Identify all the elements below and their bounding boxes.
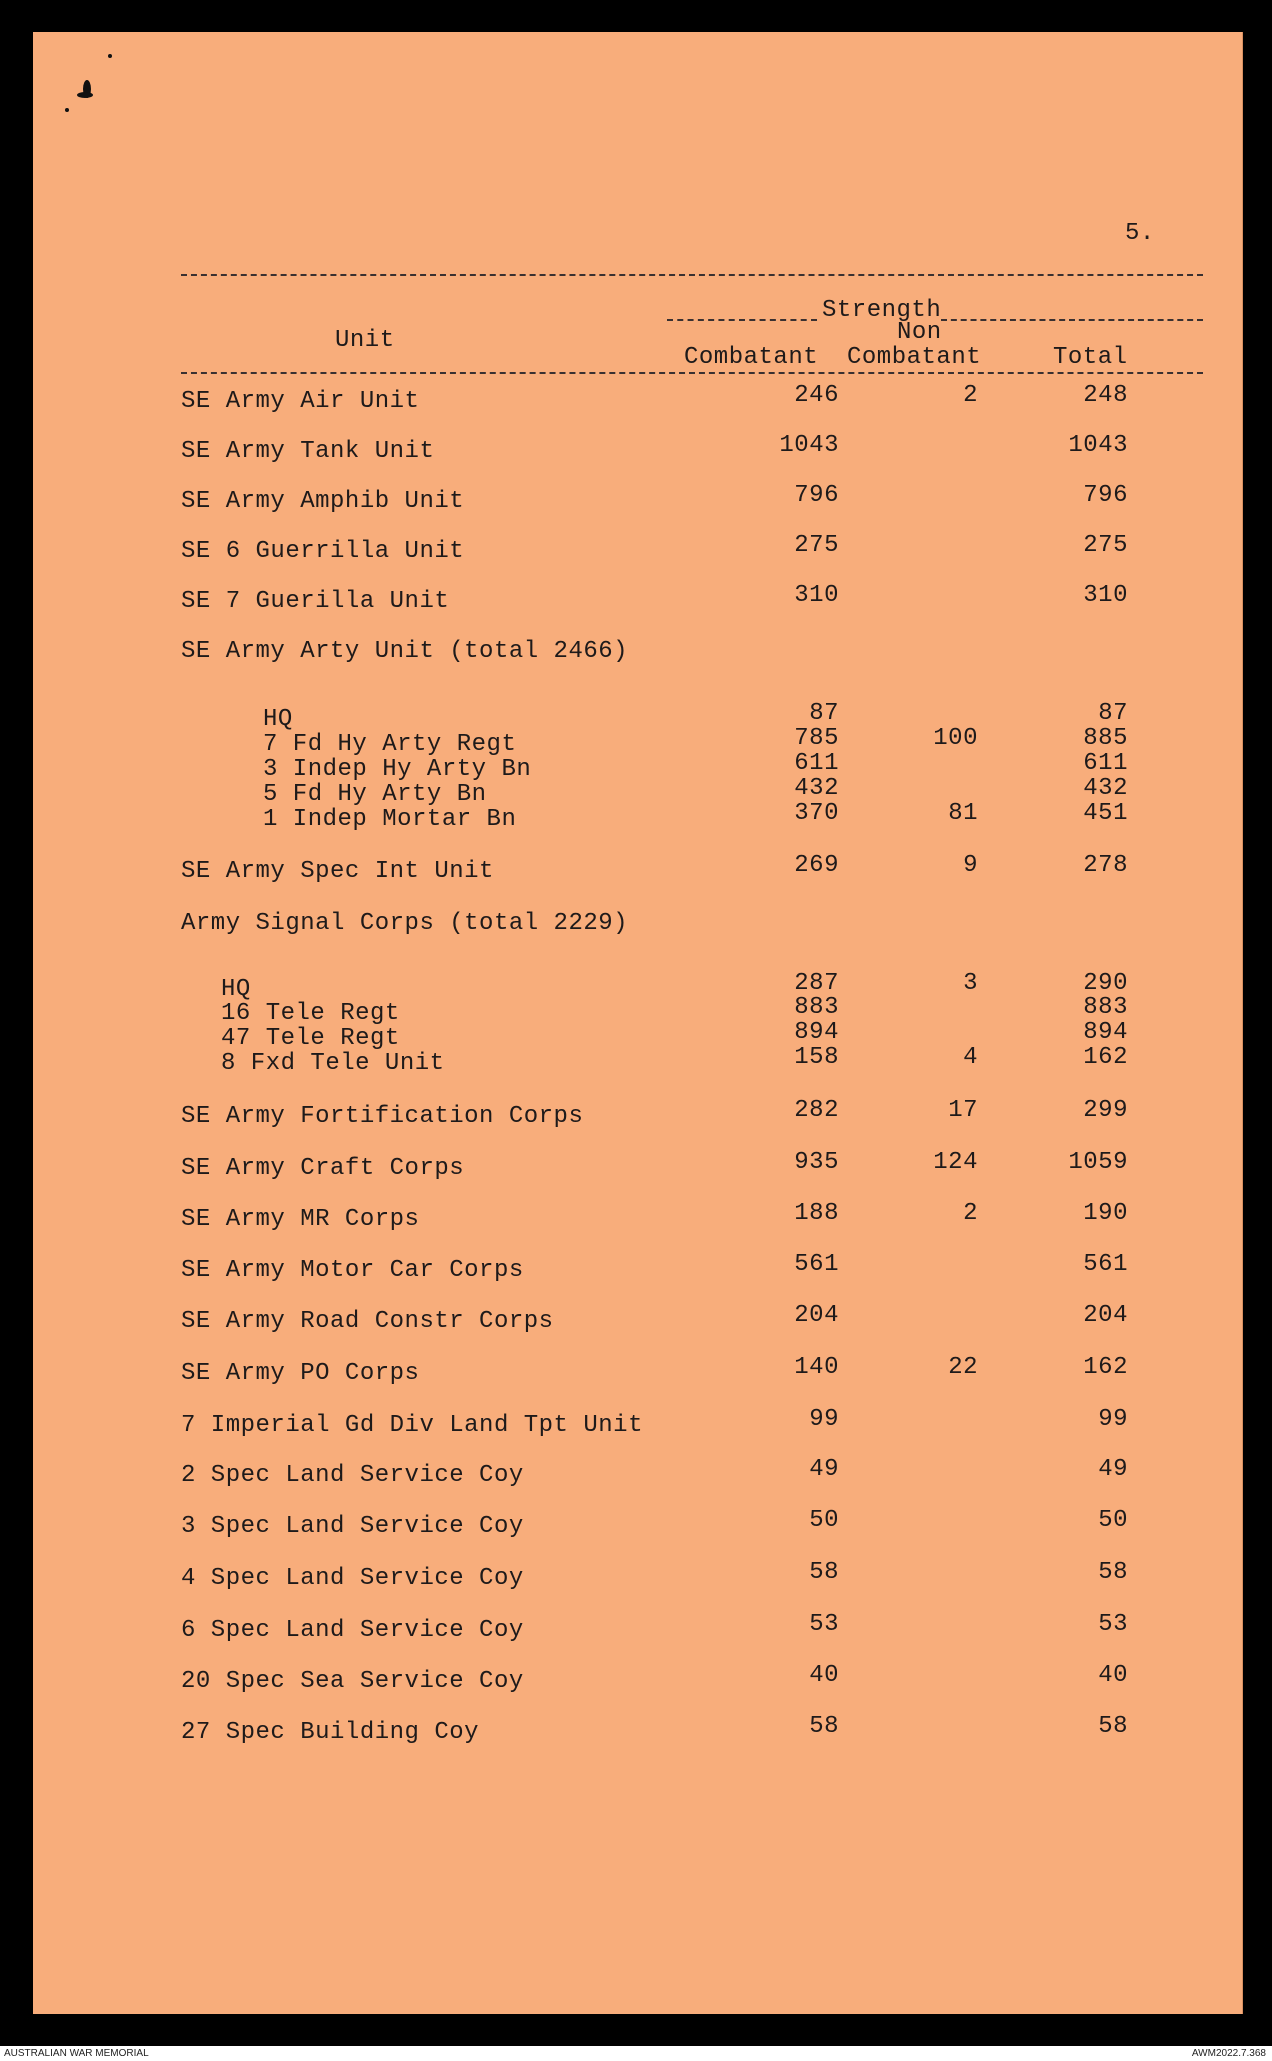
total-cell: 58 [1098, 1559, 1128, 1586]
footer-bar [0, 2046, 1272, 2061]
footer-left: AUSTRALIAN WAR MEMORIAL [4, 2048, 149, 2059]
combatant-cell: 785 [794, 725, 839, 752]
non-combatant-cell: 17 [948, 1097, 978, 1124]
unit-cell: 3 Spec Land Service Coy [181, 1513, 524, 1540]
combatant-cell: 40 [809, 1662, 839, 1689]
total-cell: 50 [1098, 1507, 1128, 1534]
top-rule [181, 274, 1203, 276]
combatant-cell: 49 [809, 1456, 839, 1483]
combatant-cell: 935 [794, 1149, 839, 1176]
total-cell: 310 [1083, 582, 1128, 609]
combatant-cell: 310 [794, 582, 839, 609]
combatant-cell: 282 [794, 1097, 839, 1124]
unit-cell: 27 Spec Building Coy [181, 1719, 480, 1746]
non-combatant-cell: 124 [933, 1149, 978, 1176]
combatant-cell: 53 [809, 1611, 839, 1638]
total-cell: 432 [1083, 775, 1128, 802]
combatant-cell: 140 [794, 1354, 839, 1381]
footer-right: AWM2022.7.368 [1191, 2048, 1266, 2059]
unit-cell: SE Army Amphib Unit [181, 488, 465, 515]
strength-header: Strength [822, 297, 942, 324]
total-header: Total [1053, 344, 1128, 371]
unit-cell: 2 Spec Land Service Coy [181, 1462, 524, 1489]
unit-cell: 3 Indep Hy Arty Bn [263, 756, 532, 783]
total-cell: 190 [1083, 1200, 1128, 1227]
unit-cell: 6 Spec Land Service Coy [181, 1617, 524, 1644]
total-cell: 162 [1083, 1044, 1128, 1071]
combatant-cell: 58 [809, 1713, 839, 1740]
unit-cell: 16 Tele Regt [221, 1000, 400, 1027]
combatant-cell: 58 [809, 1559, 839, 1586]
combatant-cell: 269 [794, 852, 839, 879]
unit-cell: SE Army Road Constr Corps [181, 1308, 554, 1335]
non-combatant-cell: 2 [963, 382, 978, 409]
unit-cell: SE Army Arty Unit (total 2466) [181, 638, 629, 665]
non-combatant-cell: 100 [933, 725, 978, 752]
unit-cell: 7 Imperial Gd Div Land Tpt Unit [181, 1412, 643, 1439]
non-combatant-cell: 22 [948, 1354, 978, 1381]
unit-cell: 5 Fd Hy Arty Bn [263, 781, 487, 808]
unit-cell: SE 7 Guerilla Unit [181, 588, 450, 615]
unit-cell: SE Army Spec Int Unit [181, 858, 494, 885]
total-cell: 561 [1083, 1251, 1128, 1278]
non-combatant-cell: 9 [963, 852, 978, 879]
ink-blot [65, 108, 69, 112]
strength-rule-left [667, 319, 817, 321]
unit-cell: 20 Spec Sea Service Coy [181, 1668, 524, 1695]
non-combatant-header: Combatant [847, 344, 982, 371]
total-cell: 611 [1083, 750, 1128, 777]
unit-cell: SE Army Motor Car Corps [181, 1257, 524, 1284]
total-cell: 451 [1083, 800, 1128, 827]
total-cell: 58 [1098, 1713, 1128, 1740]
total-cell: 162 [1083, 1354, 1128, 1381]
unit-cell: 4 Spec Land Service Coy [181, 1565, 524, 1592]
non-combatant-cell: 3 [963, 970, 978, 997]
unit-column-header: Unit [335, 327, 395, 354]
combatant-cell: 370 [794, 800, 839, 827]
unit-cell: SE Army Craft Corps [181, 1155, 465, 1182]
total-cell: 40 [1098, 1662, 1128, 1689]
header-rule [181, 372, 1203, 374]
total-cell: 49 [1098, 1456, 1128, 1483]
combatant-cell: 432 [794, 775, 839, 802]
combatant-cell: 99 [809, 1406, 839, 1433]
strength-rule-right [941, 319, 1203, 321]
combatant-cell: 275 [794, 532, 839, 559]
unit-cell: 8 Fxd Tele Unit [221, 1050, 445, 1077]
unit-cell: SE 6 Guerrilla Unit [181, 538, 465, 565]
total-cell: 1059 [1068, 1149, 1128, 1176]
combatant-cell: 796 [794, 482, 839, 509]
total-cell: 87 [1098, 700, 1128, 727]
ink-blot [77, 92, 93, 98]
combatant-cell: 561 [794, 1251, 839, 1278]
combatant-header: Combatant [684, 344, 819, 371]
unit-cell: HQ [263, 706, 293, 733]
combatant-cell: 50 [809, 1507, 839, 1534]
total-cell: 1043 [1068, 432, 1128, 459]
unit-cell: Army Signal Corps (total 2229) [181, 910, 629, 937]
non-combatant-cell: 2 [963, 1200, 978, 1227]
non-combatant-cell: 4 [963, 1044, 978, 1071]
unit-cell: SE Army Fortification Corps [181, 1103, 584, 1130]
unit-cell: SE Army MR Corps [181, 1206, 420, 1233]
combatant-cell: 87 [809, 700, 839, 727]
combatant-cell: 246 [794, 382, 839, 409]
combatant-cell: 1043 [779, 432, 839, 459]
total-cell: 290 [1083, 970, 1128, 997]
total-cell: 883 [1083, 994, 1128, 1021]
total-cell: 299 [1083, 1097, 1128, 1124]
unit-cell: 1 Indep Mortar Bn [263, 806, 517, 833]
non-combatant-cell: 81 [948, 800, 978, 827]
combatant-cell: 188 [794, 1200, 839, 1227]
unit-cell: SE Army Tank Unit [181, 438, 435, 465]
non-header: Non [897, 319, 942, 346]
combatant-cell: 158 [794, 1044, 839, 1071]
combatant-cell: 204 [794, 1302, 839, 1329]
total-cell: 894 [1083, 1019, 1128, 1046]
total-cell: 275 [1083, 532, 1128, 559]
combatant-cell: 883 [794, 994, 839, 1021]
unit-cell: SE Army PO Corps [181, 1360, 420, 1387]
total-cell: 796 [1083, 482, 1128, 509]
document-page [33, 32, 1243, 2014]
combatant-cell: 611 [794, 750, 839, 777]
total-cell: 204 [1083, 1302, 1128, 1329]
total-cell: 278 [1083, 852, 1128, 879]
total-cell: 885 [1083, 725, 1128, 752]
page-number: 5. [1125, 220, 1155, 247]
combatant-cell: 894 [794, 1019, 839, 1046]
unit-cell: 7 Fd Hy Arty Regt [263, 731, 517, 758]
total-cell: 53 [1098, 1611, 1128, 1638]
unit-cell: SE Army Air Unit [181, 388, 420, 415]
unit-cell: 47 Tele Regt [221, 1025, 400, 1052]
total-cell: 248 [1083, 382, 1128, 409]
unit-cell: HQ [221, 976, 251, 1003]
combatant-cell: 287 [794, 970, 839, 997]
total-cell: 99 [1098, 1406, 1128, 1433]
ink-blot [108, 54, 112, 58]
